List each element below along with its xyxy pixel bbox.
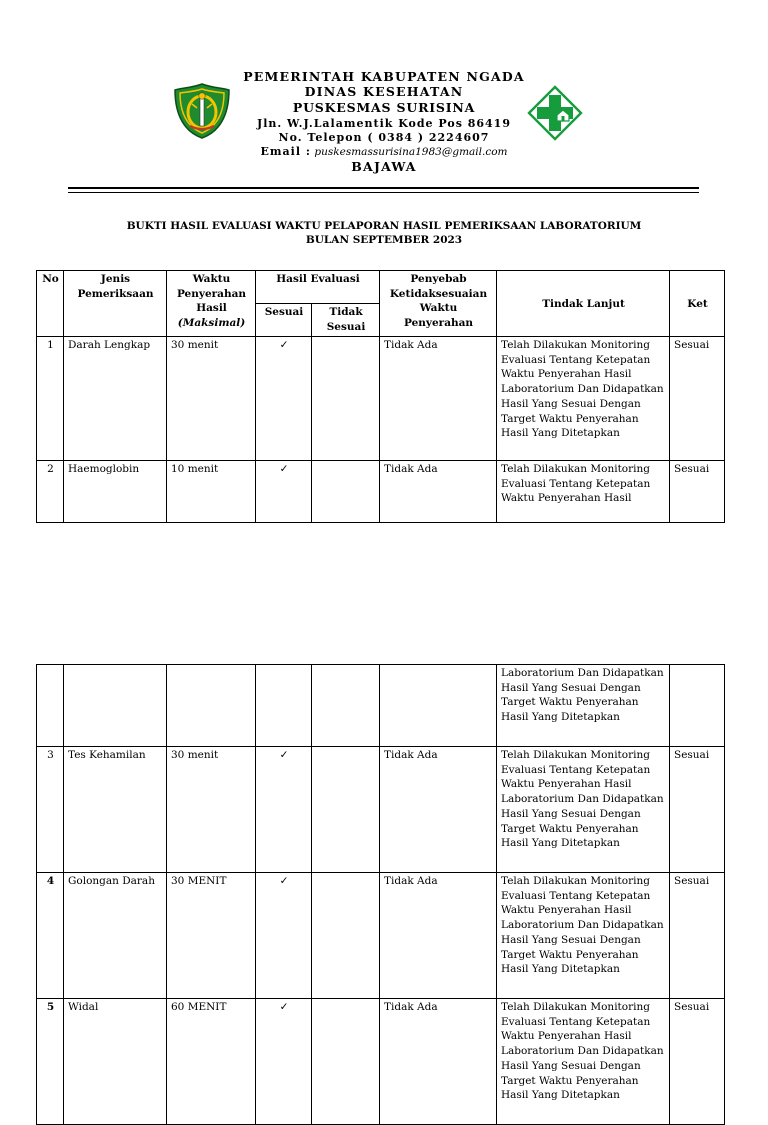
col-tidak-sesuai-header: Tidak Sesuai [312, 304, 380, 337]
letterhead [0, 0, 768, 200]
row-ket [670, 665, 725, 747]
row-ket: Sesuai [670, 461, 725, 523]
row-no: 4 [37, 873, 64, 999]
checkmark-icon: ✓ [256, 747, 312, 873]
row-jenis: Widal [64, 999, 167, 1125]
row-penyebab: Tidak Ada [380, 999, 497, 1125]
row-ket: Sesuai [670, 747, 725, 873]
row-jenis [64, 665, 167, 747]
row-ket: Sesuai [670, 337, 725, 461]
row-penyebab: Tidak Ada [380, 337, 497, 461]
row-tidak-sesuai [312, 999, 380, 1125]
row-tindak-continued: Laboratorium Dan Didapatkan Hasil Yang Sesuai Dengan Target Waktu Penyerahan Hasil Yang Ditetapkan [497, 665, 670, 747]
table-row [37, 337, 725, 461]
row-tindak: Telah Dilakukan Monitoring Evaluasi Tentang Ketepatan Waktu Penyerahan Hasil Laboratorium Dan Didapatkan Hasil Yang Sesuai Dengan Target Waktu Penyerahan Hasil Yang Ditetapkan [497, 747, 670, 873]
col-waktu-header [167, 271, 256, 337]
row-tidak-sesuai [312, 461, 380, 523]
row-ket: Sesuai [670, 999, 725, 1125]
page-break-gap [0, 523, 768, 663]
evaluation-table [36, 270, 725, 523]
puskesmas-cross-logo-icon [527, 85, 583, 141]
row-penyebab: Tidak Ada [380, 461, 497, 523]
waktu-header-max: (Maksimal) [177, 317, 246, 330]
header-puskesmas: PUSKESMAS SURISINA [292, 100, 476, 115]
row-tidak-sesuai [312, 337, 380, 461]
col-jenis-header: Jenis Pemeriksaan [64, 271, 167, 337]
row-waktu: 10 menit [167, 461, 256, 523]
row-tindak: Telah Dilakukan Monitoring Evaluasi Tentang Ketepatan Waktu Penyerahan Hasil Laboratorium Dan Didapatkan Hasil Yang Sesuai Dengan Target Waktu Penyerahan Hasil Yang Ditetapkan [497, 337, 670, 461]
evaluation-table-continued [36, 664, 725, 1125]
col-sesuai-header: Sesuai [256, 304, 312, 337]
header-phone: No. Telepon ( 0384 ) 2224607 [278, 131, 490, 144]
row-tidak-sesuai [312, 747, 380, 873]
email-value: puskesmassurisina1983@gmail.com [314, 146, 508, 158]
row-no [37, 665, 64, 747]
header-city: BAJAWA [351, 159, 417, 174]
row-waktu: 30 menit [167, 337, 256, 461]
document-title: BUKTI HASIL EVALUASI WAKTU PELAPORAN HASIL PEMERIKSAAN LABORATORIUM [126, 220, 642, 232]
letterhead-rule-thin [68, 192, 699, 193]
row-no: 1 [37, 337, 64, 461]
row-ket: Sesuai [670, 873, 725, 999]
header-government: PEMERINTAH KABUPATEN NGADA [243, 69, 525, 84]
checkmark-icon: ✓ [256, 999, 312, 1125]
row-jenis: Haemoglobin [64, 461, 167, 523]
col-no-header: No [37, 271, 64, 337]
col-hasil-header: Hasil Evaluasi [256, 271, 380, 304]
email-label: Email : [260, 145, 311, 158]
header-address: Jln. W.J.Lalamentik Kode Pos 86419 [257, 117, 511, 130]
col-penyebab-header: Penyebab Ketidaksesuaian Waktu Penyerahan [380, 271, 497, 337]
letterhead-rule-thick [68, 187, 699, 189]
row-jenis: Tes Kehamilan [64, 747, 167, 873]
row-waktu: 30 MENIT [167, 873, 256, 999]
row-waktu: 30 menit [167, 747, 256, 873]
checkmark-icon: ✓ [256, 337, 312, 461]
checkmark-icon: ✓ [256, 461, 312, 523]
row-tidak-sesuai [312, 873, 380, 999]
row-waktu [167, 665, 256, 747]
table-row [37, 999, 725, 1125]
header-department: DINAS KESEHATAN [304, 84, 464, 99]
checkmark-icon: ✓ [256, 873, 312, 999]
waktu-header-text: Waktu Penyerahan Hasil [176, 273, 247, 315]
row-penyebab: Tidak Ada [380, 873, 497, 999]
table-row [37, 665, 725, 747]
row-tidak-sesuai [312, 665, 380, 747]
row-tindak: Telah Dilakukan Monitoring Evaluasi Tentang Ketepatan Waktu Penyerahan Hasil Laboratorium Dan Didapatkan Hasil Yang Sesuai Dengan Target Waktu Penyerahan Hasil Yang Ditetapkan [497, 873, 670, 999]
col-tindak-header: Tindak Lanjut [497, 271, 670, 337]
table-row [37, 461, 725, 523]
col-ket-header: Ket [670, 271, 725, 337]
row-jenis: Golongan Darah [64, 873, 167, 999]
header-email [0, 145, 768, 158]
row-no: 2 [37, 461, 64, 523]
document-subtitle: BULAN SEPTEMBER 2023 [305, 234, 463, 246]
table-row [37, 873, 725, 999]
row-waktu: 60 MENIT [167, 999, 256, 1125]
row-no: 5 [37, 999, 64, 1125]
row-tindak: Telah Dilakukan Monitoring Evaluasi Tentang Ketepatan Waktu Penyerahan Hasil Laboratorium Dan Didapatkan Hasil Yang Sesuai Dengan Target Waktu Penyerahan Hasil Yang Ditetapkan [497, 999, 670, 1125]
row-penyebab: Tidak Ada [380, 747, 497, 873]
table-row [37, 747, 725, 873]
row-tindak: Telah Dilakukan Monitoring Evaluasi Tentang Ketepatan Waktu Penyerahan Hasil [497, 461, 670, 523]
row-jenis: Darah Lengkap [64, 337, 167, 461]
row-sesuai [256, 665, 312, 747]
row-no: 3 [37, 747, 64, 873]
row-penyebab [380, 665, 497, 747]
